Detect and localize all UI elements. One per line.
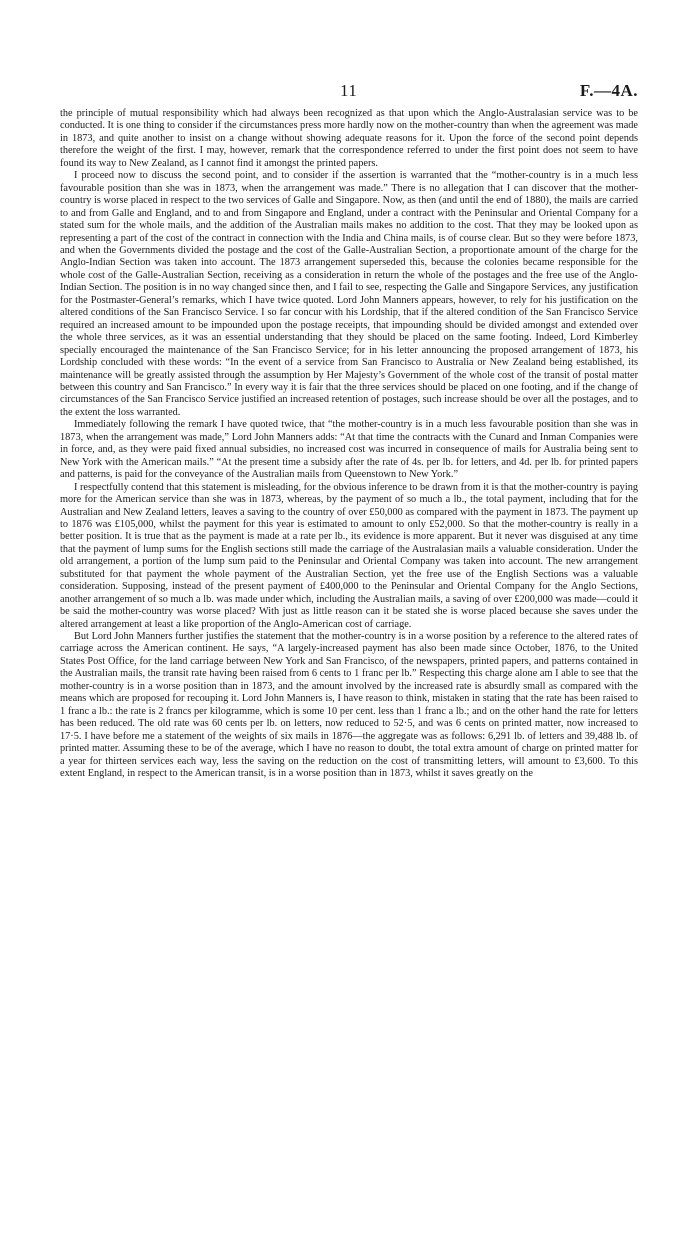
body-text [60,108,638,780]
page-number: 11 [340,81,358,100]
document-reference: F.—4A. [579,81,638,100]
page-header [60,0,638,108]
paragraph-continuation: the principle of mutual responsibility which had always been recognized as that upon which the Anglo-Australasian service was to be conducted. It is one thing to consider if the circumstances press more hardly now on the mother-country than when the agreement was made in 1873, and quite another to insist on a change without showing adequate reasons for it. Upon the force of the second point depends therefore the weight of the first. I may, however, remark that the correspondence referred to under the first point does not seem to have found its way to New Zealand, as I cannot find it amongst the printed papers. [60,108,638,169]
paragraph-lord-john-manners: Immediately following the remark I have quoted twice, that “the mother-country is in a much less favourable position than she was in 1873, when the arrangement was made,” Lord John Manners adds: “At that time the contracts with the Cunard and Inman Companies were in force, and, as they were paid fixed annual subsidies, no increased cost was incurred in consequence of mails for Australia being sent to New York with the American mails.” “At the present time a subsidy after the rate of 4s. per lb. for letters, and 4d. per lb. for printed papers and patterns, is paid for the conveyance of the Australian mails from Queenstown to New York.” [60,419,638,481]
paragraph-american-continent: But Lord John Manners further justifies the statement that the mother-country is in a worse position by a reference to the altered rates of carriage across the American continent. He says, “A largely-increased payment has also been made since October, 1876, to the United States Post Office, for the land carriage between New York and San Francisco, of the newspapers, printed papers, and patterns contained in the Australian mails, the transit rate having been raised from 6 cents to 1 franc per lb.” Respecting this charge alone am I able to see that the mother-country is in a worse position than in 1873, and the amount involved by the increased rate is absurdly small as compared with the means which are proposed for recouping it. Lord John Manners is, I have reason to think, mistaken in stating that the rate has been raised to 1 franc a lb.: the rate is 2 francs per kilogramme, which is some 10 per cent. less than 1 franc a lb.; and on the other hand the rate for letters has been reduced. The old rate was 60 cents per lb. on letters, now reduced to 52·5, and was 6 cents on printed matter, now increased to 17·5. I have before me a statement of the weights of six mails in 1876—the aggregate was as follows: 6,291 lb. of letters and 39,488 lb. of printed matter. Assuming these to be of the average, which I have no reason to doubt, the total extra amount of charge on printed matter for a year for thirteen services each way, less the saving on the reduction on the cost of transmitting letters, will amount to £3,600. To this extent England, in respect to the American transit, is in a worse position than in 1873, whilst it saves greatly on the [60,631,638,780]
paragraph-second-point: I proceed now to discuss the second point, and to consider if the assertion is warranted that the “mother-country is in a much less favourable position than she was in 1873, when the arrangement was made.” There is no allegation that I can discover that the mother-country is worse placed in respect to the two services of Galle and Singapore. Now, as then (and until the end of 1880), the mails are carried to and from Galle and England, and to and from Singapore and England, under a contract with the Peninsular and Oriental Company for a stated sum for the whole mails, and the addition of the Australian mails makes no addition to the cost. That they may be looked upon as representing a part of the cost of the contract in connection with the India and China mails, is of course clear. But so they were before 1873, and when the Governments divided the postage and the cost of the Galle-Australian Section, a proportionate amount of the charge for the Anglo-Indian Section was taken into account. The 1873 arrangement superseded this, because the colonies became responsible for the whole cost of the Galle-Australian Section, receiving as a consideration in return the whole of the postages and the free use of the Anglo-Indian Section. The position is in no way changed since then, and I fail to see, respecting the Galle and Singapore Services, any justification for the Postmaster-General’s remarks, which I have twice quoted. Lord John Manners appears, however, to rely for his justification on the altered conditions of the San Francisco Service. I so far concur with his Lordship, that if the altered condition of the San Francisco Service required an increased amount to be impounded upon the postage receipts, that impounding should be divided amongst and extended over the whole three services, as it was an essential understanding that they should be placed on the same footing. Indeed, Lord Kimberley specially encouraged the maintenance of the San Francisco Service; for in his letter announcing the proposed arrangement of 1873, his Lordship concluded with these words: “In the event of a service from San Francisco to Australia or New Zealand being established, its maintenance will be greatly assisted through the assumption by Her Majesty’s Government of the whole cost of the transit of postal matter between this country and San Francisco.” In every way it is fair that the three services should be placed on one footing, and if the change of circumstances of the San Francisco Service justified an increased retention of postages, such increase should be over all the postages, and to the extent the loss warranted. [60,170,638,418]
paragraph-misleading-statement: I respectfully contend that this statement is misleading, for the obvious inference to be drawn from it is that the mother-country is paying more for the American service than she was in 1873, whereas, by the payment of so much a lb., the total payment, including that for the Australian and New Zealand letters, leaves a saving to the country of over £50,000 as compared with the payment in 1873. The payment up to 1876 was £105,000, whilst the payment for this year is estimated to amount to only £52,000. So that the mother-country is really in a better position. It is true that as the payment is made at a rate per lb., its evidence is more apparent. But it never was disguised at any time that the payment of lump sums for the English sections still made the carriage of the Australasian mails a valuable consideration. Under the old arrangement, a portion of the lump sum paid to the Peninsular and Oriental Company was taken into account. The new arrangement substituted for that payment the whole payment of the Australian Section, yet the free use of the English Sections was a valuable consideration. Supposing, instead of the present payment of £400,000 to the Peninsular and Oriental Company for the Anglo Sections, another arrangement of so much a lb. was made under which, including the Australian mails, a saving of over £200,000 was made—could it be said the mother-country was worse placed? With just as little reason can it be stated she is worse placed because she saves under the altered arrangement at least a like proportion of the Anglo-American cost of carriage. [60,481,638,630]
